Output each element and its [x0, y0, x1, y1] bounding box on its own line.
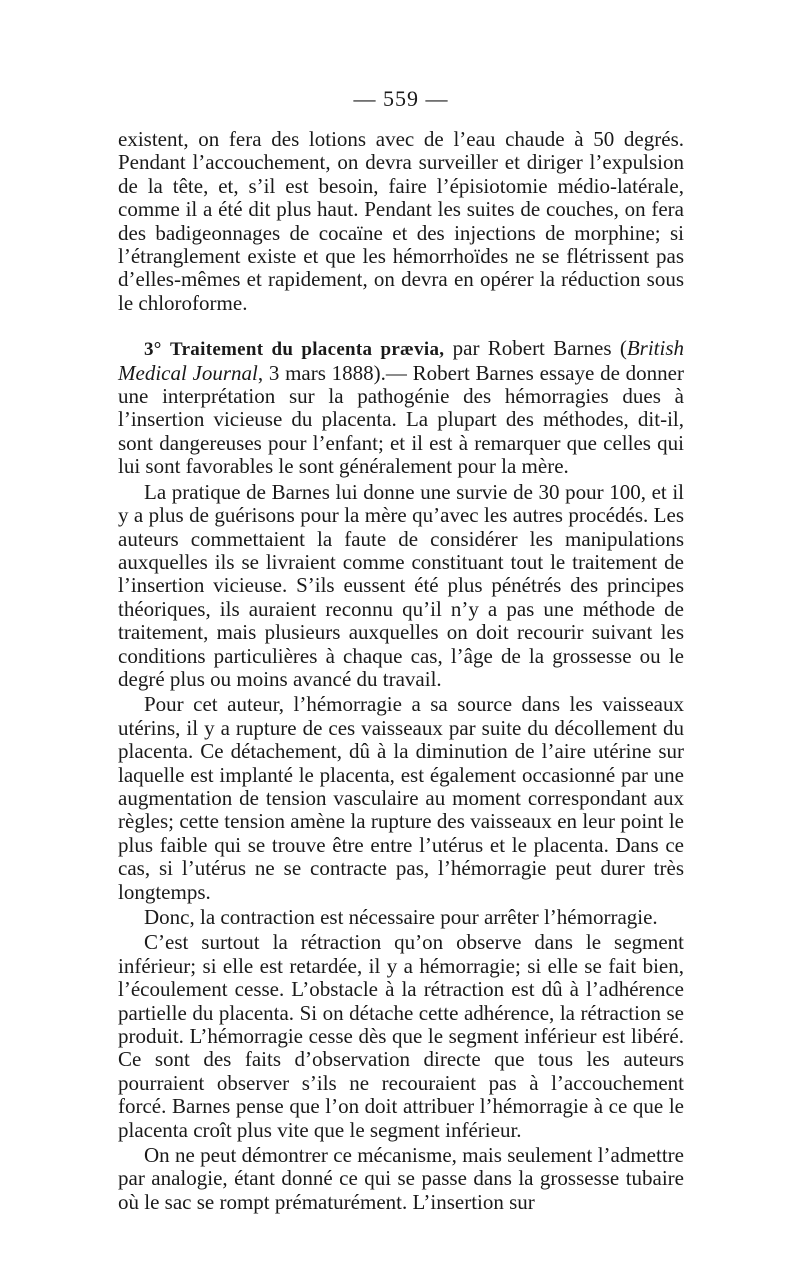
section-title: Traitement du placenta prævia, [170, 339, 445, 361]
paragraph-barnes-practice: La pratique de Barnes lui donne une survie de 30 pour 100, et il y a plus de guérisons pour la mère qu’avec les autres procédés. Les auteurs commettaient la faute de considérer les manipulations auxquelles ils se livraient comme constituant tout le traitement de l’insertion vicieuse. S’ils eussent été plus pénétrés des principes théoriques, ils auraient reconnu qu’il n’y a pas une méthode de traitement, mais plusieurs auxquelles on doit recourir suivant les conditions particulières à chaque cas, l’âge de la grossesse ou le degré plus ou moins avancé du travail. [118, 479, 684, 691]
paragraph-hemorrhoids: existent, on fera des lotions avec de l’eau chaude à 50 degrés. Pendant l’accouchement, on devra surveiller et diriger l’expulsion de la tête, et, s’il est besoin, faire l’épisiotomie médio-latérale, comme il a été dit plus haut. Pendant les suites de couches, on fera des badigeonnages de cocaïne et des injections de morphine; si l’étranglement existe et que les hémorrhoïdes ne se flétrissent pas d’elles-mêmes et rapidement, on devra en opérer la réduction sous le chloroforme. [118, 127, 684, 315]
section-placenta-praevia [118, 337, 684, 478]
paragraph-mechanism: On ne peut démontrer ce mécanisme, mais seulement l’admettre par analogie, étant donné ce qui se passe dans la grossesse tubaire où le sac se rompt prématurément. L’insertion sur [118, 1143, 684, 1214]
page-number: — 559 — [353, 86, 449, 111]
journal-title: British Medical Journal [118, 336, 684, 385]
document-page [118, 86, 684, 1214]
section-number: 3° [144, 339, 162, 361]
paragraph-retraction: C’est surtout la rétraction qu’on observe dans le segment inférieur; si elle est retardée, il y a hémorragie; si elle se fait bien, l’écoulement cesse. L’obstacle à la rétraction est dû à l’adhérence partielle du placenta. Si on détache cette adhérence, la rétraction se produit. L’hémorragie cesse dès que le segment inférieur est libéré. Ce sont des faits d’observation directe que tous les auteurs pourraient observer s’ils ne recouraient pas à l’accouchement forcé. Barnes pense que l’on doit attribuer l’hémorragie à ce que le placenta croît plus vite que le segment inférieur. [118, 930, 684, 1142]
section-author-intro: par Robert Barnes ( [444, 336, 627, 361]
section-citation-text: , 3 mars 1888).— Robert Barnes essaye de donner une interprétation sur la pathogénie des hémorragies dues à l’insertion vicieuse du placenta. La plupart des méthodes, dit-il, sont dangereuses pour l’enfant; et il est à remarquer que celles qui lui sont favorables le sont généralement pour la mère. [118, 360, 684, 479]
paragraph-hemorrhage-source: Pour cet auteur, l’hémorragie a sa source dans les vaisseaux utérins, il y a rupture de ces vaisseaux par suite du décollement du placenta. Ce détachement, dû à la diminution de l’aire utérine sur laquelle est implanté le placenta, est également occasionné par une augmentation de tension vasculaire au moment correspondant aux règles; cette tension amène la rupture des vaisseaux en leur point le plus faible qui se trouve être entre l’utérus et le placenta. Dans ce cas, si l’utérus ne se contracte pas, l’hémorragie peut durer très longtemps. [118, 692, 684, 904]
paragraph-contraction: Donc, la contraction est nécessaire pour arrêter l’hémorragie. [144, 905, 658, 929]
